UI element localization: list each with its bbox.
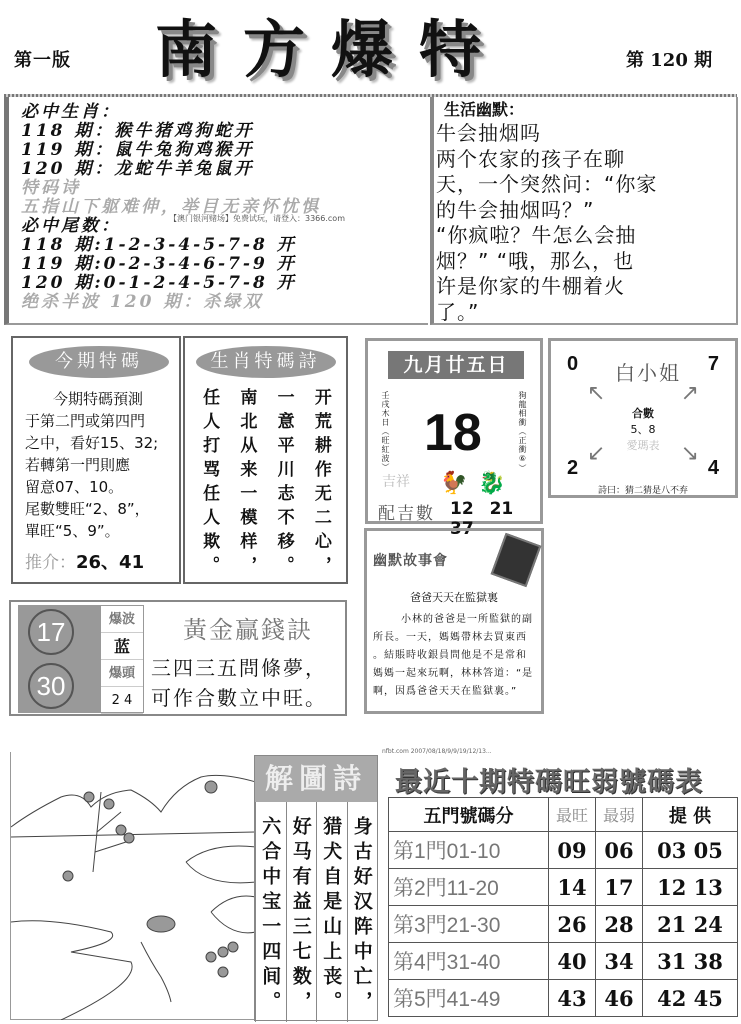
picture-poem-box [254,755,378,1021]
door-cell: 第3門21-30 [389,906,549,943]
sum-value: 5、8 [630,423,656,436]
humor-line: 牛会抽烟吗 [436,121,541,145]
gold-verse-line: 三四三五問條夢， [151,656,327,680]
text-line: 單旺“5、9”。 [25,522,120,540]
text-line: 今期特碼預測 [53,390,144,408]
hot-cell: 43 [548,980,595,1017]
table-title: 最近十期特碼旺弱號碼表 [395,767,703,798]
ball-panel [18,605,100,713]
humor-line: 两个农家的孩子在聊 [436,146,625,171]
text-line: 留意07、10。 [25,478,124,496]
special-code-box [11,336,181,584]
puzzle-illustration [10,752,255,1020]
table-fine-print: nfbt.com 2007/08/18/9/9/19/12/13... [382,748,492,755]
kill-line: 绝杀半波 120 期：杀绿双 [21,292,264,312]
golden-box [9,600,347,716]
zodiac-picks-box [4,97,428,325]
poem-column: 六合中宝一四间。 [255,802,286,1022]
offer-cell: 03 05 [642,832,737,869]
period: 118 期 [21,121,95,141]
arrow-down-left-icon: ↙ [587,441,606,466]
corner-number: 2 [567,457,579,479]
story-banner [373,535,535,585]
lucky-numbers-label: 配吉數 [378,504,435,524]
door-cell: 第5門41-49 [389,980,549,1017]
story-line: 。結賬時收銀員問他是不是常和 [373,650,527,661]
wave-value: 蓝 [101,633,143,660]
zodiac-poem-box [183,336,348,584]
miss-bai-box [548,338,738,498]
edition-label: 第一版 [14,50,71,71]
humor-box [430,97,738,325]
offer-cell: 12 13 [642,869,737,906]
humor-line: 了。” [436,299,480,324]
corner-number: 7 [707,353,719,375]
table-row [389,832,738,869]
miss-bai-title: 白小姐 [615,361,681,385]
door-cell: 第4門31-40 [389,943,549,980]
gold-title: 黃金贏錢訣 [183,616,313,644]
humor-line: 许是你家的牛棚着火 [436,274,625,298]
hot-cell: 40 [548,943,595,980]
period: 119 期 [21,254,95,274]
table-row [389,943,738,980]
hot-cell: 26 [548,906,595,943]
door-cell: 第1門01-10 [389,832,549,869]
pick-value: ：猴牛猪鸡狗蛇开 [94,121,255,141]
corner-number: 0 [567,353,579,375]
calendar-box [365,338,543,539]
masthead-title: 南方爆特 [155,13,508,86]
wave-label: 爆波 [101,606,143,633]
poem-column: 开荒耕作无二心， [310,388,331,580]
text-line: 之中，看好15、32; [25,434,159,452]
header-door: 五門號碼分 [389,798,549,832]
text-line: 于第二門或第四門 [25,412,146,430]
zodiac-pick-row [21,122,428,141]
recommend-value: 26、41 [76,552,145,573]
humor-title: 生活幽默： [444,100,525,119]
tail-value: :0-2-3-4-6-7-9 开 [94,254,297,274]
tail-value: :0-1-2-4-5-7-8 开 [94,273,297,293]
recommend-row [25,548,173,574]
code-poem-label: 特码诗 [21,178,81,198]
hot-cell: 09 [548,832,595,869]
period: 119 期 [21,140,95,160]
cold-cell: 34 [595,943,642,980]
story-box [364,528,544,714]
period: 120 期 [21,273,95,293]
lucky-glyph-icon: 吉祥 [382,474,410,490]
period: 120 期 [21,159,95,179]
story-line: 媽媽一起來玩啊，林林答道：“是 [373,668,534,679]
poem-column: 南北从来一模样， [236,388,257,580]
header-cold: 最弱 [595,798,642,832]
zodiac-pick-row [21,141,428,160]
hot-cell: 14 [548,869,595,906]
book-icon [491,533,542,587]
arrow-up-left-icon: ↖ [587,381,606,406]
pick-value: ：鼠牛兔狗鸡猴开 [94,140,255,160]
cold-cell: 06 [595,832,642,869]
cold-cell: 28 [595,906,642,943]
offer-cell: 21 24 [642,906,737,943]
gold-verse-line: 可作合數立中旺。 [151,686,327,710]
dragon-icon: 🐉 [478,471,506,496]
table-header-row [389,798,738,832]
issue-number: 第 120 期 [626,50,713,71]
recommend-label: 推介： [25,553,76,573]
miss-bai-poem: 詩曰：猜二猜是八不弃 [597,486,688,496]
pick-value: ：龙蛇牛羊兔鼠开 [94,159,255,179]
table-row [389,869,738,906]
story-line: 啊，因爲爸爸天天在監獄裏。” [373,686,518,697]
tail-title: 必中尾数： [21,216,121,236]
ad-watermark: 【澳门银河赌场】免费试玩，请登入：3366.com [169,214,345,223]
calendar-date: 九月廿五日 [388,351,524,379]
cold-cell: 46 [595,980,642,1017]
gold-labels [100,605,144,713]
ball-number: 30 [28,663,74,709]
corner-number: 4 [707,457,719,479]
special-code-pill: 今期特碼 [29,346,169,378]
zodiac-title: 必中生肖： [21,102,121,122]
story-banner-label: 幽默故事會 [373,553,448,569]
humor-line: “你疯啦？牛怎么会抽 [436,223,637,247]
story-line: 小林的爸爸是一所監獄的副 [401,614,533,625]
calendar-right-note: 狗龍相衝（正衝⑥） [518,391,527,473]
code-poem-line: 五指山下躯难伸，举目无亲怀忧惧 [21,197,321,217]
tail-value: :1-2-3-4-5-7-8 开 [94,235,297,255]
zodiac-pick-row [21,160,428,179]
table-row [389,980,738,1017]
poem-column: 好马有益三七数， [286,802,317,1022]
rooster-icon: 🐓 [440,471,468,496]
calendar-day: 18 [424,404,482,462]
poem-column: 任人打骂任人欺。 [199,388,220,580]
tail-row [21,255,428,274]
header-offer: 提 供 [642,798,737,832]
humor-line: 烟？” “哦，那么，也 [436,248,635,273]
story-body [373,611,535,701]
offer-cell: 42 45 [642,980,737,1017]
poem-column: 猎犬自是山上丧。 [316,802,347,1022]
humor-body [436,121,736,325]
header-hot: 最旺 [548,798,595,832]
arrow-down-right-icon: ↘ [680,441,699,466]
door-cell: 第2門11-20 [389,869,549,906]
story-line: 所長。一天，媽媽帶林去買東西 [373,632,527,643]
humor-line: 的牛会抽烟吗？” [436,197,595,222]
faded-text: 愛瑪表 [626,439,660,452]
head-label: 爆頭 [101,660,143,687]
arrow-up-right-icon: ↗ [680,381,699,406]
picture-poem-title: 解圖詩 [255,756,377,802]
text-line: 若轉第一門則應 [25,456,131,474]
calendar-left-note: 壬戌木日（旺紅波） [381,391,390,472]
sum-label: 合數 [632,407,654,420]
story-title: 爸爸天天在監獄裏 [410,591,498,604]
tail-row [21,236,428,255]
special-code-text [25,388,173,542]
picture-poem-columns [255,802,377,1022]
table-row [389,906,738,943]
period: 118 期 [21,235,95,255]
poem-columns [191,388,340,580]
ball-number: 17 [28,609,74,655]
cold-cell: 17 [595,869,642,906]
text-line: 尾數雙旺“2、8”， [25,500,150,518]
poem-column: 身古好汉阵中亡， [347,802,378,1022]
offer-cell: 31 38 [642,943,737,980]
lucky-numbers: 12 21 37 [450,499,514,539]
hot-cold-table [388,797,738,1017]
tail-row [21,274,428,293]
head-value: 2 4 [101,687,143,714]
zodiac-poem-pill: 生肖特碼詩 [196,346,336,378]
landscape-drawing-icon [11,752,256,1020]
poem-column: 一意平川志不移。 [273,388,294,580]
humor-line: 天，一个突然问：“你家 [436,172,658,196]
